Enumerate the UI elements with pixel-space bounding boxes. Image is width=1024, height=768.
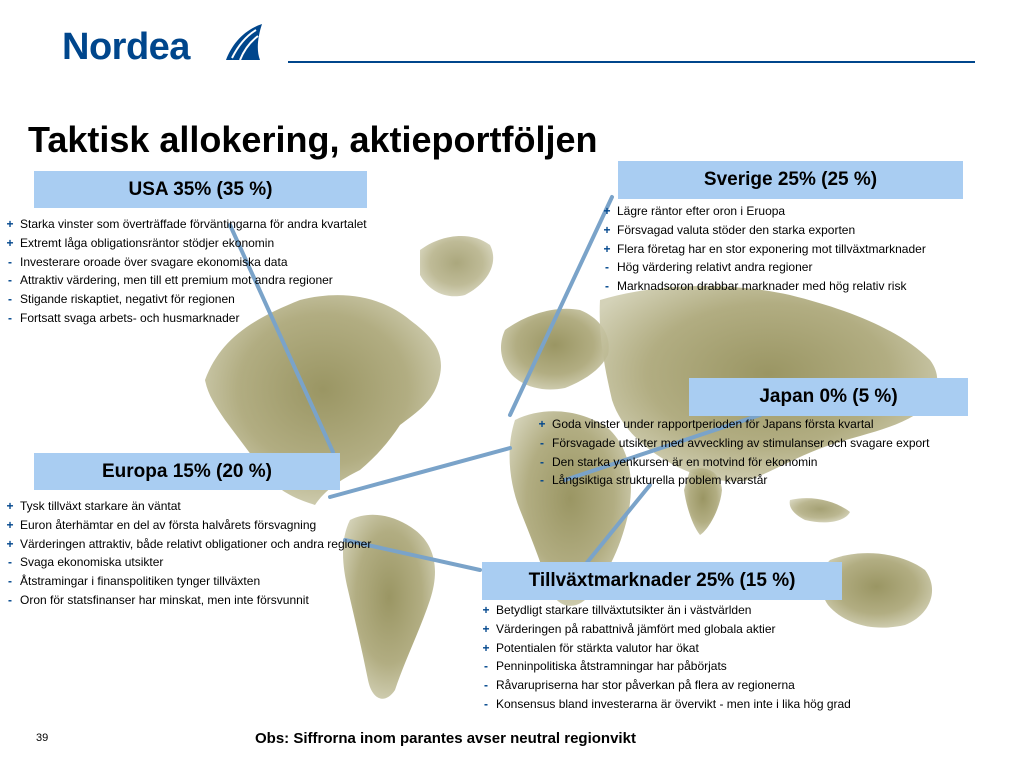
plus-icon: + <box>6 536 14 551</box>
bullet-item <box>0 591 371 610</box>
bullet-item <box>0 553 371 572</box>
map-southeast-asia <box>790 498 850 522</box>
bullet-text: Långsiktiga strukturella problem kvarstår <box>552 473 768 488</box>
bullets-japan <box>532 415 930 490</box>
sail-logo-icon <box>222 20 266 64</box>
bullet-text: Euron återhämtar en del av första halvårets försvagning <box>20 517 317 532</box>
minus-icon: - <box>540 473 544 488</box>
slide-number: 39 <box>36 732 49 744</box>
bullet-text: Den starka yenkursen är en motvind för ekonomin <box>552 454 818 469</box>
plus-icon: + <box>6 235 14 250</box>
plus-icon: + <box>482 640 490 655</box>
plus-icon: + <box>603 204 611 218</box>
plus-icon: + <box>603 241 611 256</box>
bullet-item <box>597 240 926 259</box>
bullet-text: Potentialen för stärkta valutor har ökat <box>496 640 699 655</box>
plus-icon: + <box>538 417 546 431</box>
bullet-item <box>0 290 367 309</box>
bullet-item <box>0 309 367 328</box>
bullets-sverige <box>597 202 926 296</box>
minus-icon: - <box>484 696 488 711</box>
minus-icon: - <box>540 454 544 469</box>
bullet-text: Värderingen attraktiv, både relativt obligationer och andra regioner <box>20 536 372 551</box>
plus-icon: + <box>6 499 14 513</box>
plus-icon: + <box>6 517 14 532</box>
bullet-text: Tysk tillväxt starkare än väntat <box>20 499 181 513</box>
bullet-item <box>0 497 371 516</box>
bullet-text: Värderingen på rabattnivå jämfört med globala aktier <box>496 621 776 636</box>
bullet-item <box>0 234 367 253</box>
minus-icon: - <box>8 310 12 325</box>
bullet-text: Starka vinster som överträffade förväntingarna för andra kvartalet <box>20 217 367 231</box>
bullet-text: Flera företag har en stor exponering mot tillväxtmarknader <box>617 241 926 256</box>
bullet-item <box>597 221 926 240</box>
header-rule <box>288 61 975 63</box>
bullet-text: Goda vinster under rapportperioden för Japans första kvartal <box>552 417 874 431</box>
bullet-text: Råvarupriserna har stor påverkan på flera av regionerna <box>496 678 795 693</box>
bullet-item <box>476 620 851 639</box>
bullet-text: Betydligt starkare tillväxtutsikter än i västvärlden <box>496 603 752 617</box>
bullet-item <box>0 535 371 554</box>
minus-icon: - <box>8 292 12 307</box>
footnote: Obs: Siffrorna inom parantes avser neutral regionvikt <box>255 730 636 747</box>
bullet-item <box>597 202 926 221</box>
bullets-europa <box>0 497 371 610</box>
region-box-sverige: Sverige 25% (25 %) <box>618 161 963 199</box>
bullet-text: Hög värdering relativt andra regioner <box>617 260 813 275</box>
region-box-europa: Europa 15% (20 %) <box>34 453 340 490</box>
bullet-text: Svaga ekonomiska utsikter <box>20 555 164 570</box>
minus-icon: - <box>484 659 488 674</box>
bullet-text: Oron för statsfinanser har minskat, men inte försvunnit <box>20 592 309 607</box>
bullet-text: Fortsatt svaga arbets- och husmarknader <box>20 310 240 325</box>
minus-icon: - <box>8 273 12 288</box>
bullet-item <box>532 453 930 472</box>
bullet-item <box>532 471 930 490</box>
bullet-text: Attraktiv värdering, men till ett premium mot andra regioner <box>20 273 333 288</box>
plus-icon: + <box>482 621 490 636</box>
minus-icon: - <box>8 592 12 607</box>
plus-icon: + <box>482 603 490 617</box>
bullet-item <box>532 434 930 453</box>
bullet-item <box>597 258 926 277</box>
bullet-item <box>0 516 371 535</box>
bullets-usa <box>0 215 367 328</box>
bullet-item <box>476 657 851 676</box>
minus-icon: - <box>605 260 609 275</box>
bullet-item <box>476 676 851 695</box>
bullet-item <box>532 415 930 434</box>
bullet-text: Penninpolitiska åtstramningar har påbörjats <box>496 659 727 674</box>
bullet-text: Konsensus bland investerarna är övervikt - men inte i lika hög grad <box>496 696 851 711</box>
bullet-text: Försvagad valuta stöder den starka exporten <box>617 222 856 237</box>
region-box-usa: USA 35% (35 %) <box>34 171 367 208</box>
plus-icon: + <box>6 217 14 231</box>
bullet-text: Extremt låga obligationsräntor stödjer ekonomin <box>20 235 275 250</box>
bullet-item <box>476 695 851 714</box>
bullets-tillvaxtmarknader <box>476 601 851 714</box>
region-box-japan: Japan 0% (5 %) <box>689 378 968 416</box>
bullet-item <box>476 639 851 658</box>
nordea-logo: Nordea <box>62 26 190 68</box>
minus-icon: - <box>8 254 12 269</box>
bullet-text: Investerare oroade över svagare ekonomiska data <box>20 254 288 269</box>
minus-icon: - <box>8 555 12 570</box>
bullet-text: Stigande riskaptiet, negativt för regionen <box>20 292 235 307</box>
bullet-item <box>476 601 851 620</box>
bullet-text: Försvagade utsikter med avveckling av stimulanser och svagare export <box>552 435 930 450</box>
page-title: Taktisk allokering, aktieportföljen <box>28 119 598 160</box>
region-box-tillvaxtmarknader: Tillväxtmarknader 25% (15 %) <box>482 562 842 600</box>
bullet-item <box>0 572 371 591</box>
plus-icon: + <box>603 222 611 237</box>
bullet-item <box>0 253 367 272</box>
bullet-item <box>0 271 367 290</box>
bullet-text: Åtstramingar i finanspolitiken tynger tillväxten <box>20 574 261 589</box>
minus-icon: - <box>484 678 488 693</box>
minus-icon: - <box>540 435 544 450</box>
bullet-item <box>597 277 926 296</box>
bullet-text: Lägre räntor efter oron i Eruopa <box>617 204 786 218</box>
minus-icon: - <box>8 574 12 589</box>
map-greenland <box>420 236 493 296</box>
bullet-text: Marknadsoron drabbar marknader med hög relativ risk <box>617 279 907 294</box>
minus-icon: - <box>605 279 609 294</box>
bullet-item <box>0 215 367 234</box>
